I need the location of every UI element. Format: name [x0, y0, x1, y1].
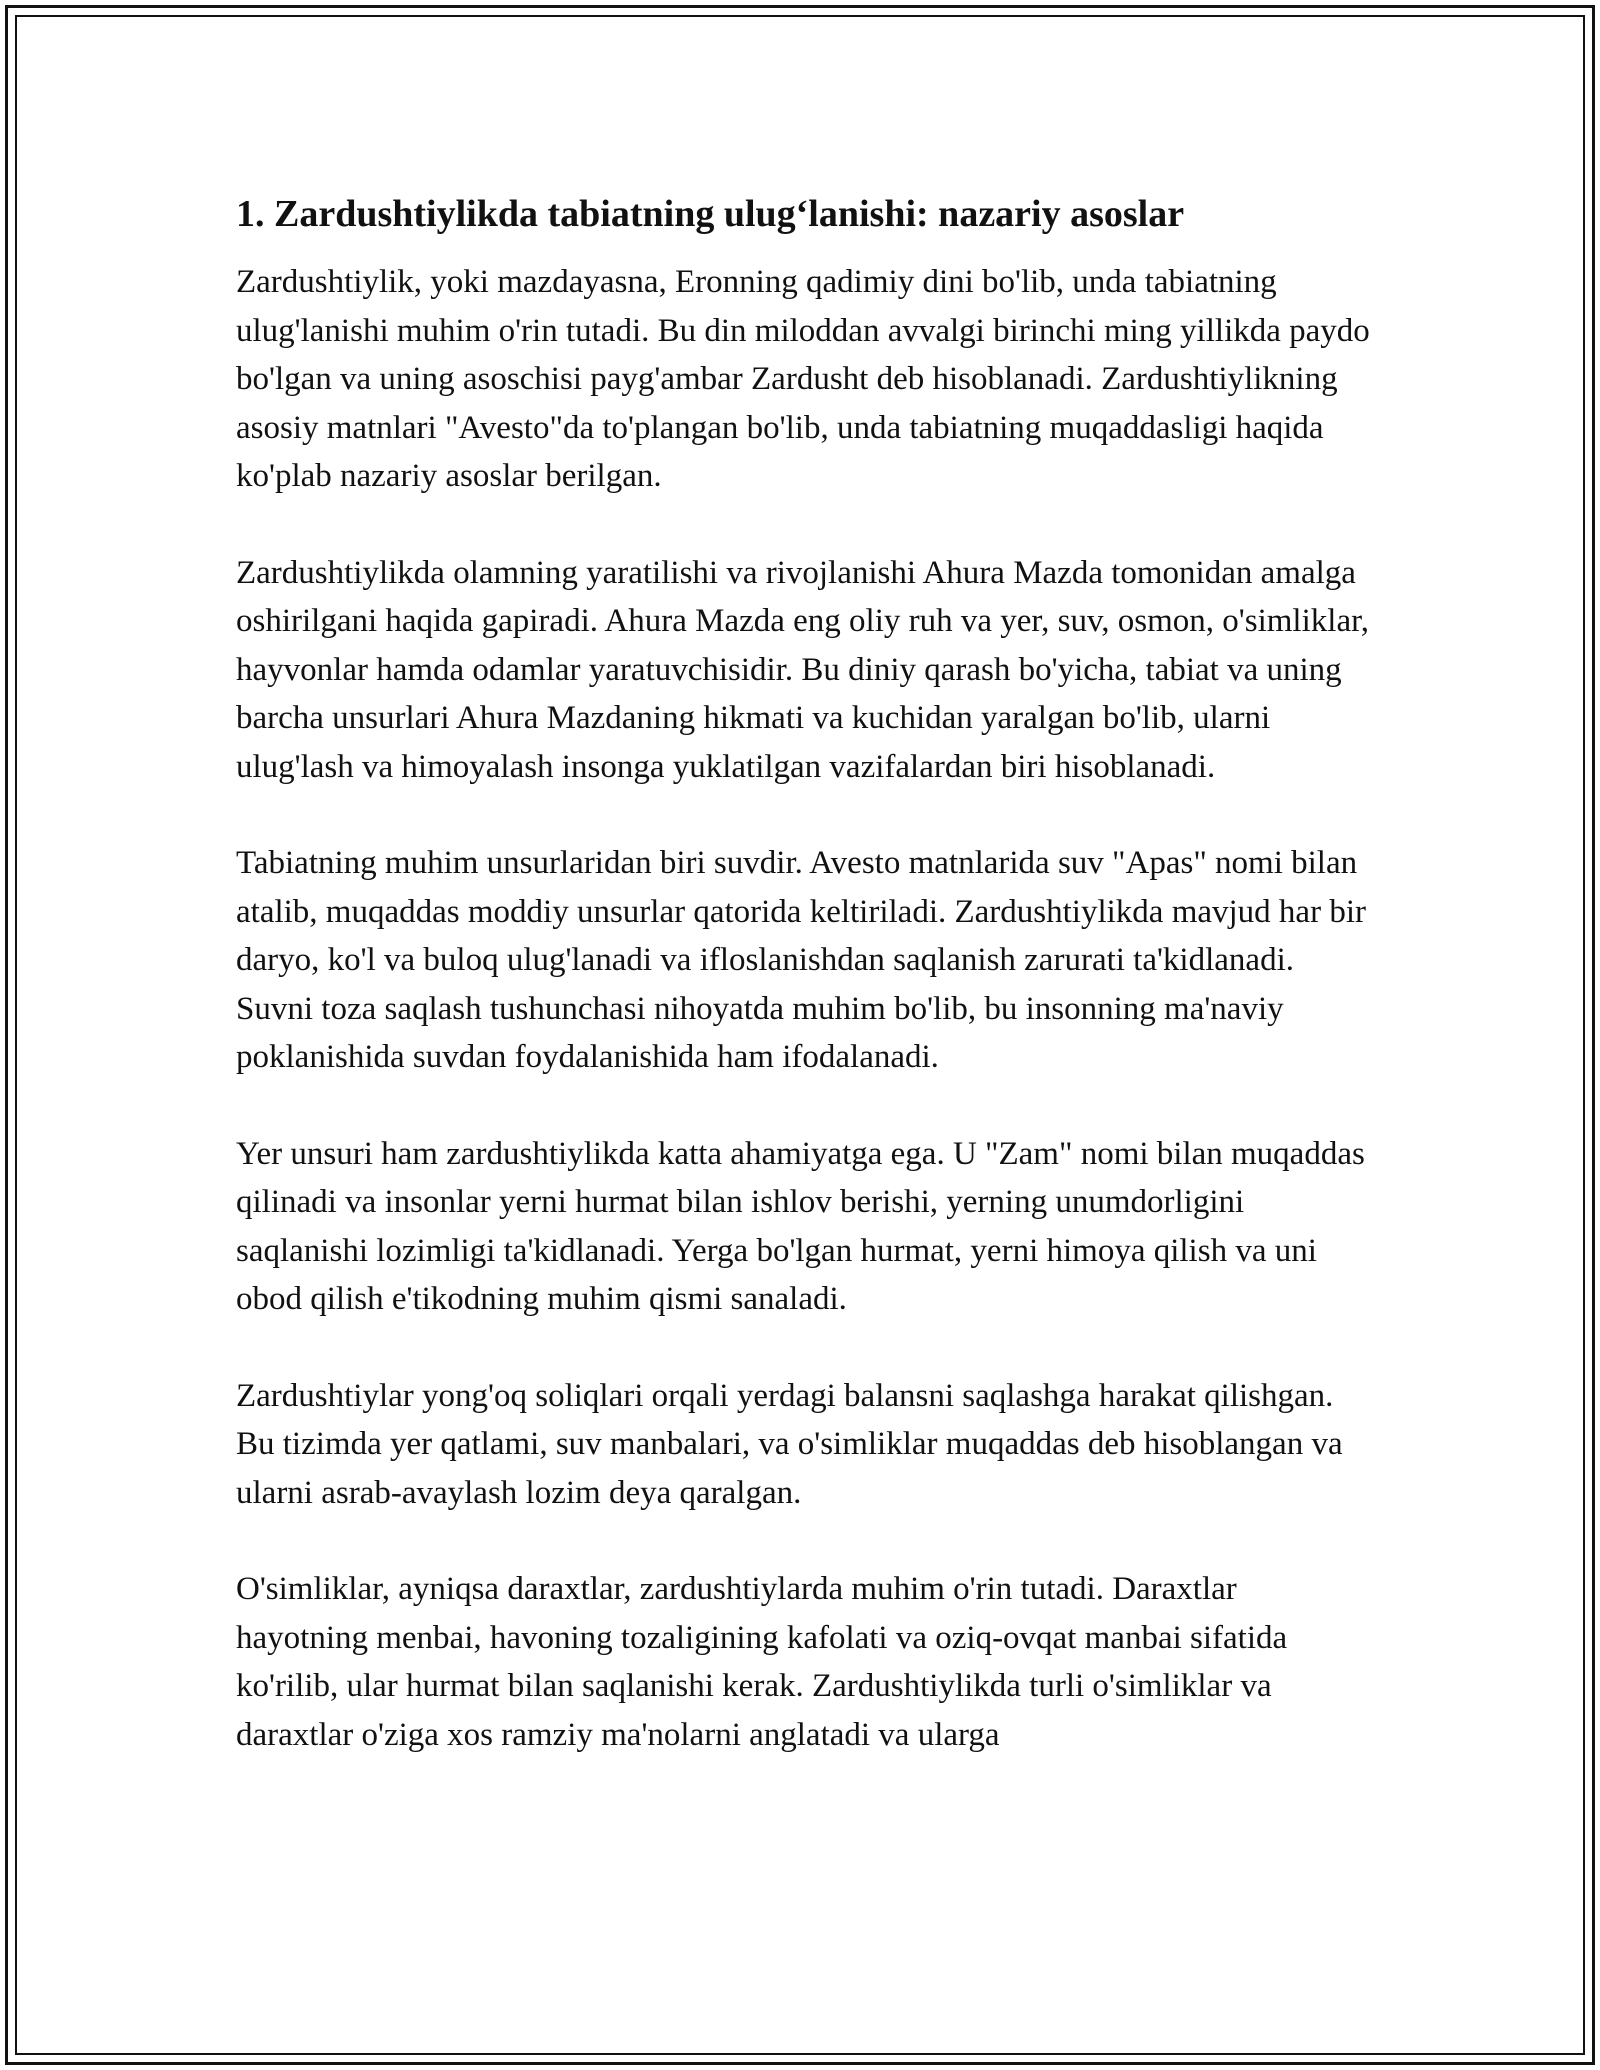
paragraph-1: Zardushtiylik, yoki mazdayasna, Eronning qadimiy dini bo'lib, unda tabiatning ulug'lanishi muhim o'rin tutadi. Bu din miloddan avvalgi birinchi ming yillikda paydo bo'lgan va uning asoschisi payg'ambar Zardusht deb hisoblanadi. Zardushtiylikning asosiy matnlari "Avesto"da to'plangan bo'lib, unda tabiatning muqaddasligi haqida ko'plab nazariy asoslar berilgan. [236, 264, 1370, 494]
paragraph-4: Yer unsuri ham zardushtiylikda katta ahamiyatga ega. U "Zam" nomi bilan muqaddas qilinadi va insonlar yerni hurmat bilan ishlov berishi, yerning unumdorligini saqlanishi lozimligi ta'kidlanadi. Yerga bo'lgan hurmat, yerni himoya qilish va uni obod qilish e'tikodning muhim qismi sanaladi. [236, 1135, 1365, 1317]
paragraph-5: Zardushtiylar yong'oq soliqlari orqali yerdagi balansni saqlashga harakat qilishgan. Bu tizimda yer qatlami, suv manbalari, va o'simliklar muqaddas deb hisoblangan va ularni asrab-avaylash lozim deya qaralgan. [236, 1377, 1343, 1511]
paragraph-6: O'simliklar, ayniqsa daraxtlar, zardushtiylarda muhim o'rin tutadi. Daraxtlar hayotning menbai, havoning tozaligining kafolati va oziq-ovqat manbai sifatida ko'rilib, ular hurmat bilan saqlanishi kerak. Zardushtiylikda turli o'simliklar va daraxtlar o'ziga xos ramziy ma'nolarni anglatadi va ularga [236, 1571, 1288, 1753]
section-heading: 1. Zardushtiylikda tabiatning ulug‘lanishi: nazariy asoslar [236, 193, 1185, 235]
paragraph-2: Zardushtiylikda olamning yaratilishi va rivojlanishi Ahura Mazda tomonidan amalga oshirilgani haqida gapiradi. Ahura Mazda eng oliy ruh va yer, suv, osmon, o'simliklar, hayvonlar hamda odamlar yaratuvchisidir. Bu diniy qarash bo'yicha, tabiat va uning barcha unsurlari Ahura Mazdaning hikmati va kuchidan yaralgan bo'lib, ularni ulug'lash va himoyalash insonga yuklatilgan vazifalardan biri hisoblanadi. [236, 554, 1370, 785]
paragraph-3: Tabiatning muhim unsurlaridan biri suvdir. Avesto matnlarida suv "Apas" nomi bilan atalib, muqaddas moddiy unsurlar qatorida keltiriladi. Zardushtiylikda mavjud har bir daryo, ko'l va buloq ulug'lanadi va ifloslanishdan saqlanish zarurati ta'kidlanadi. Suvni toza saqlash tushunchasi nihoyatda muhim bo'lib, bu insonning ma'naviy poklanishida suvdan foydalanishida ham ifodalanadi. [236, 845, 1366, 1075]
document-body [236, 190, 1376, 1759]
